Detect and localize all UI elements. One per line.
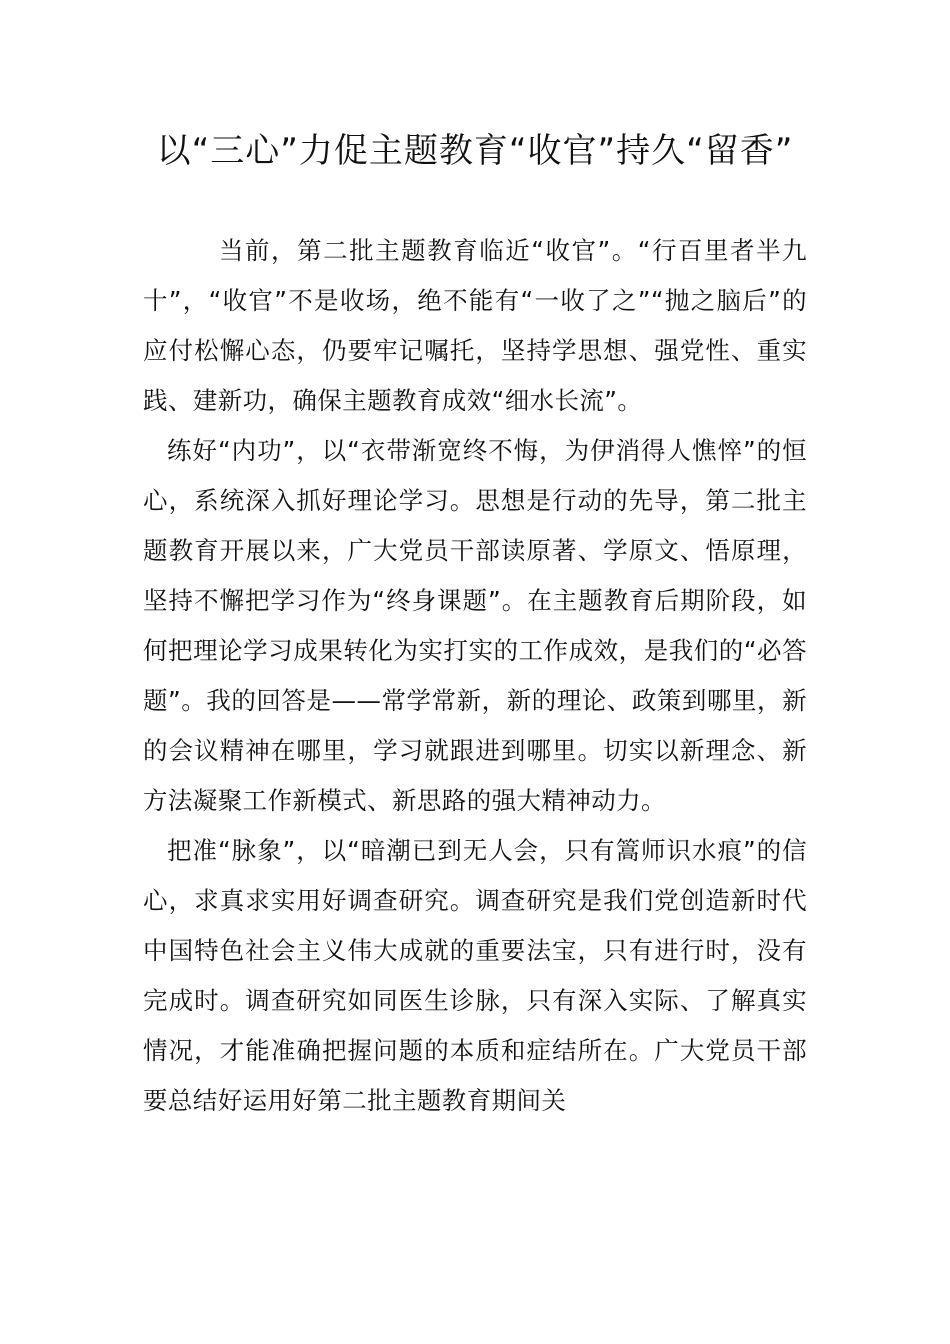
document-body xyxy=(143,226,807,1126)
paragraph-theory-study: 练好“内功”，以“衣带渐宽终不悔，为伊消得人憔悴”的恒心，系统深入抓好理论学习。思想是行动的先导，第二批主题教育开展以来，广大党员干部读原著、学原文、悟原理，坚持不懈把学习作为“终身课题”。在主题教育后期阶段，如何把理论学习成果转化为实打实的工作成效，是我们的“必答题”。我的回答是——常学常新，新的理论、政策到哪里，新的会议精神在哪里，学习就跟进到哪里。切实以新理念、新方法凝聚工作新模式、新思路的强大精神动力。 xyxy=(143,436,807,815)
paragraph-intro: 当前，第二批主题教育临近“收官”。“行百里者半九十”，“收官”不是收场，绝不能有“一收了之”“抛之脑后”的应付松懈心态，仍要牢记嘱托，坚持学思想、强党性、重实践、建新功，确保主题教育成效“细水长流”。 xyxy=(143,236,807,415)
document-title: 以“三心”力促主题教育“收官”持久“留香” xyxy=(156,131,794,171)
paragraph-research: 把准“脉象”，以“暗潮已到无人会，只有篙师识水痕”的信心，求真求实用好调查研究。调查研究是我们党创造新时代中国特色社会主义伟大成就的重要法宝，只有进行时，没有完成时。调查研究如同医生诊脉，只有深入实际、了解真实情况，才能准确把握问题的本质和症结所在。广大党员干部要总结好运用好第二批主题教育期间关 xyxy=(143,836,807,1115)
